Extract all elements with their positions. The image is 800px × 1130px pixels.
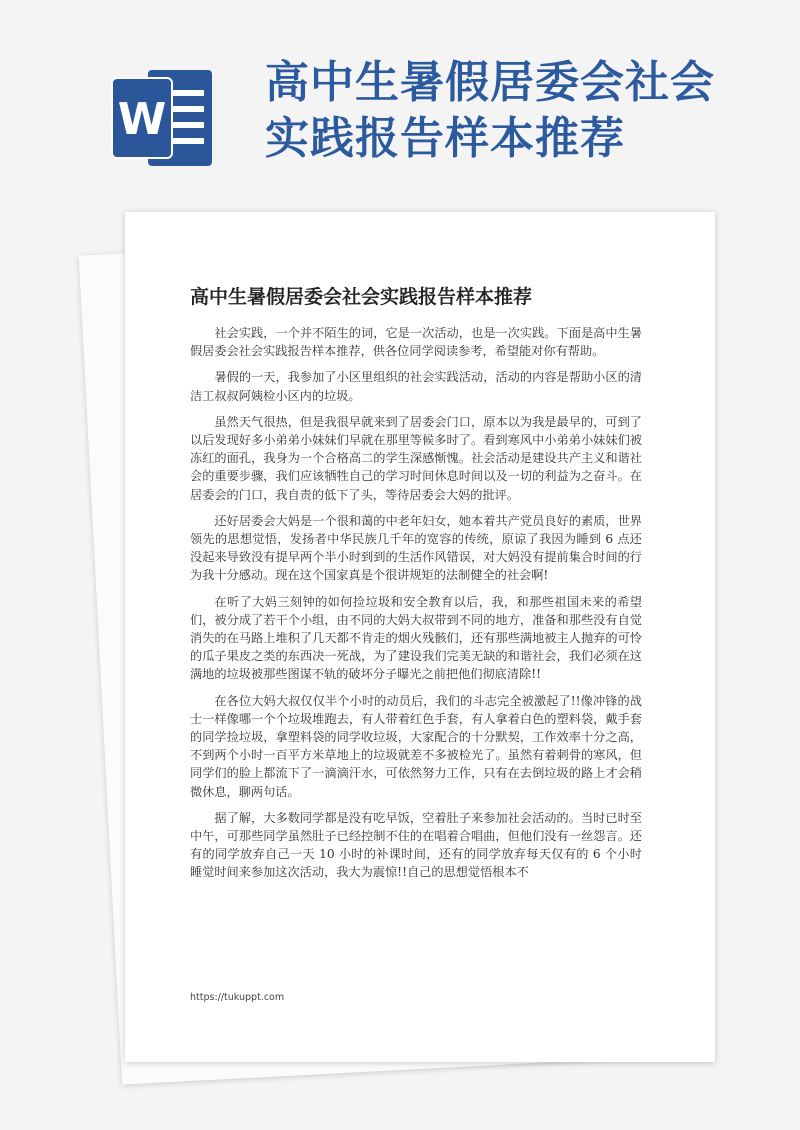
word-letter: W	[117, 94, 167, 145]
document-source-url: https://tukuppt.com	[190, 992, 285, 1003]
paragraph: 据了解，大多数同学都是没有吃早饭，空着肚子来参加社会活动的。当时已时至中午，可那些同学虽然肚子已经控制不住的在唱着合唱曲，但他们没有一丝怨言。还有的同学放弃自己一天 10 小时的补课时间，还有的同学放弃每天仅有的 6 个小时睡觉时间来参加这次活动，我大为震惊!!自己的思想觉悟根本不	[190, 810, 642, 880]
paragraph: 在各位大妈大叔仅仅半个小时的动员后，我们的斗志完全被激起了!!像冲锋的战士一样像哪一个个垃圾堆跑去，有人带着红色手套，有人拿着白色的塑料袋，戴手套的同学捡垃圾，拿塑料袋的同学收垃圾，大家配合的十分默契，工作效率十分之高，不到两个小时一百平方米草地上的垃圾就差不多被检光了。虽然有着刺骨的寒风，但同学们的脸上都流下了一滴滴汗水，可依然努力工作，只有在去倒垃圾的路上才会稍微休息，聊两句话。	[190, 693, 642, 799]
word-document-icon	[110, 68, 215, 168]
paragraph: 还好居委会大妈是一个很和蔼的中老年妇女，她本着共产党员良好的素质，世界领先的思想觉悟，发扬者中华民族几千年的宽容的传统，原谅了我因为睡到 6 点还没起来导致没有提早两个半小时到到的生活作风错误，对大妈没有提前集合时间的行为我十分感动。现在这个国家真是个很讲规矩的法制健全的社会啊!	[190, 513, 642, 583]
document-body	[190, 324, 642, 890]
paragraph: 虽然天气很热，但是我很早就来到了居委会门口，原本以为我是最早的，可到了以后发现好多小弟弟小妹妹们早就在那里等候多时了。看到寒风中小弟弟小妹妹们被冻红的面孔，我身为一个合格高二的学生深感惭愧。社会活动是建设共产主义和谐社会的重要步骤，我们应该牺牲自己的学习时间休息时间以及一切的利益为之奋斗。在居委会的门口，我自责的低下了头，等待居委会大妈的批评。	[190, 414, 642, 502]
paragraph: 暑假的一天，我参加了小区里组织的社会实践活动，活动的内容是帮助小区的清洁工叔叔阿姨检小区内的垃圾。	[190, 370, 642, 403]
document-page	[125, 212, 715, 1062]
headline-line-1: 高中生暑假居委会社会	[265, 57, 715, 108]
paragraph: 在听了大妈三刻钟的如何捡垃圾和安全教育以后，我，和那些祖国未来的希望们，被分成了若干个小组，由不同的大妈大叔带到不同的地方，准备和那些没有自觉消失的在马路上堆积了几天都不肯走的烟火残骸们，还有那些满地被主人抛弃的可怜的瓜子果皮之类的东西决一死战，为了建设我们完美无缺的和谐社会，我们必须在这满地的垃圾被那些图谋不轨的破坏分子曝光之前把他们彻底清除!!	[190, 594, 642, 682]
headline-line-2: 实践报告样本推荐	[265, 113, 625, 164]
paragraph: 社会实践，一个并不陌生的词，它是一次活动，也是一次实践。下面是高中生暑假居委会社会实践报告样本推荐，供各位同学阅读参考，希望能对你有帮助。	[190, 326, 642, 359]
page-headline	[265, 55, 785, 167]
document-title: 高中生暑假居委会社会实践报告样本推荐	[190, 286, 533, 308]
